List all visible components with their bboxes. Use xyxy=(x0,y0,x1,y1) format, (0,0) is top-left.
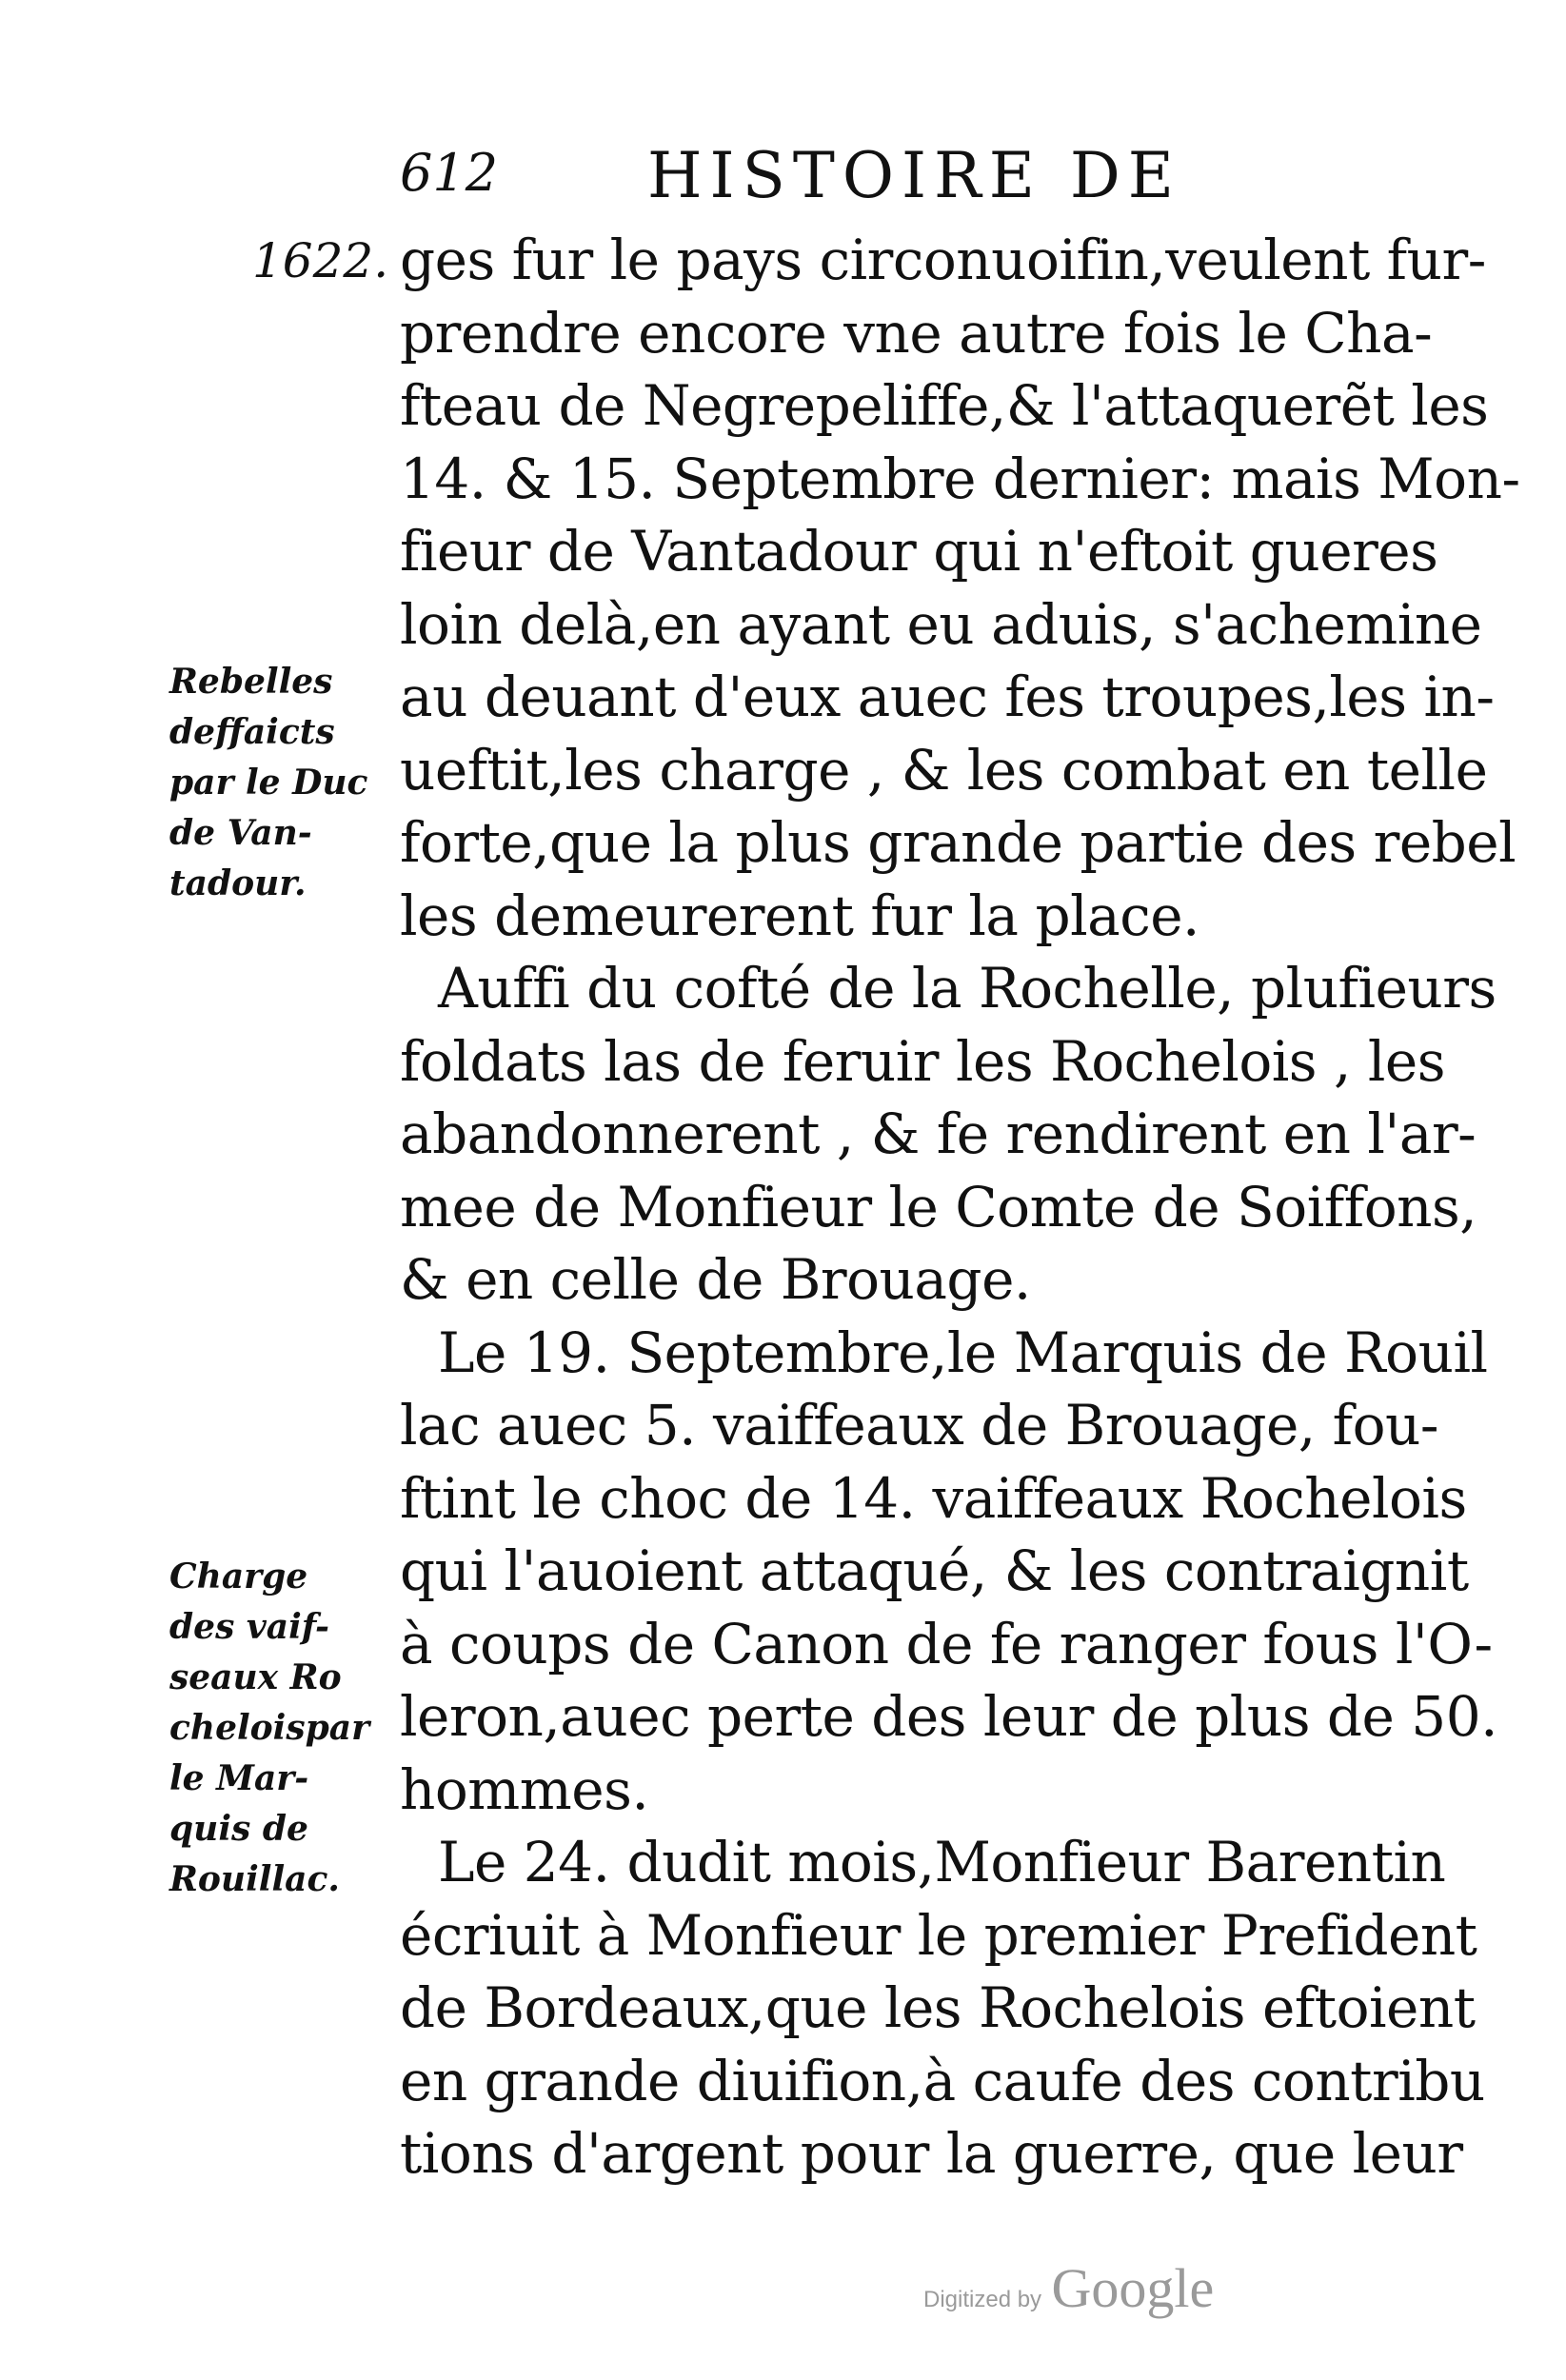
body-text xyxy=(400,224,1520,2191)
text-line: à coups de Canon de fe ranger fous l'O- xyxy=(400,1611,1493,1676)
text-line: abandonnerent , & fe rendirent en l'ar- xyxy=(400,1101,1477,1166)
text-line: & en celle de Brouage. xyxy=(400,1247,1031,1312)
text-line: fteau de Negrepeliffe,& l'attaquerẽt les xyxy=(400,373,1489,438)
margin-note-line: Rouillac. xyxy=(169,1859,340,1899)
text-line: en grande diuifion,à caufe des contribu xyxy=(400,2048,1485,2113)
text-line: loin delà,en ayant eu aduis, s'achemine xyxy=(400,591,1482,657)
google-logo: Google xyxy=(1051,2257,1215,2319)
text-line: Auffi du cofté de la Rochelle, plufieurs xyxy=(438,956,1497,1021)
text-line: leron,auec perte des leur de plus de 50. xyxy=(400,1684,1498,1749)
text-line: 14. & 15. Septembre dernier: mais Mon- xyxy=(400,446,1520,511)
margin-note-rebels xyxy=(169,657,369,909)
margin-note-line: tadour. xyxy=(169,863,307,903)
margin-note-line: des vaif- xyxy=(169,1607,329,1647)
text-line: lac auec 5. vaiffeaux de Brouage, fou- xyxy=(400,1393,1438,1458)
margin-note-line: de Van- xyxy=(169,813,312,853)
margin-note-line: deffaicts xyxy=(169,712,335,752)
text-line: qui l'auoient attaqué, & les contraignit xyxy=(400,1538,1469,1603)
text-line: écriuit à Monfieur le premier Prefident xyxy=(400,1902,1477,1968)
text-line: les demeurerent fur la place. xyxy=(400,883,1199,948)
page-number: 612 xyxy=(400,143,499,203)
text-line: tions d'argent pour la guerre, que leur xyxy=(400,2121,1463,2186)
margin-note-line: le Mar- xyxy=(169,1758,309,1798)
running-title: HISTOIRE DE xyxy=(647,139,1181,212)
margin-note-line: Charge xyxy=(169,1557,308,1597)
text-line: fieur de Vantadour qui n'eftoit gueres xyxy=(400,519,1438,584)
margin-note-line: quis de xyxy=(169,1809,308,1849)
text-line: ges fur le pays circonuoifin,veulent fur- xyxy=(400,228,1486,292)
text-line: prendre encore vne autre fois le Cha- xyxy=(400,300,1433,366)
margin-note-line: cheloispar xyxy=(169,1708,370,1748)
text-line: hommes. xyxy=(400,1756,649,1822)
text-line: au deuant d'eux auec fes troupes,les in- xyxy=(400,664,1495,729)
text-line: forte,que la plus grande partie des rebel xyxy=(400,810,1516,875)
watermark-prefix: Digitized by xyxy=(923,2287,1042,2312)
text-line: Le 24. dudit mois,Monfieur Barentin xyxy=(438,1830,1446,1894)
text-line: Le 19. Septembre,le Marquis de Rouil xyxy=(438,1319,1488,1385)
margin-note-line: Rebelles xyxy=(169,662,333,702)
digitization-watermark xyxy=(923,2256,1214,2320)
margin-note-line: par le Duc xyxy=(169,763,368,803)
margin-note-ships xyxy=(169,1552,369,1905)
text-line: mee de Monfieur le Comte de Soiffons, xyxy=(400,1174,1477,1240)
text-line: ueftit,les charge , & les combat en telle xyxy=(400,737,1488,803)
page-header xyxy=(400,139,1257,219)
text-line: ftint le choc de 14. vaiffeaux Rochelois xyxy=(400,1465,1467,1531)
margin-note-line: seaux Ro xyxy=(169,1657,342,1697)
margin-year: 1622. xyxy=(252,233,389,288)
text-line: foldats las de feruir les Rochelois , les xyxy=(400,1028,1446,1094)
text-line: de Bordeaux,que les Rochelois eftoient xyxy=(400,1975,1476,2040)
